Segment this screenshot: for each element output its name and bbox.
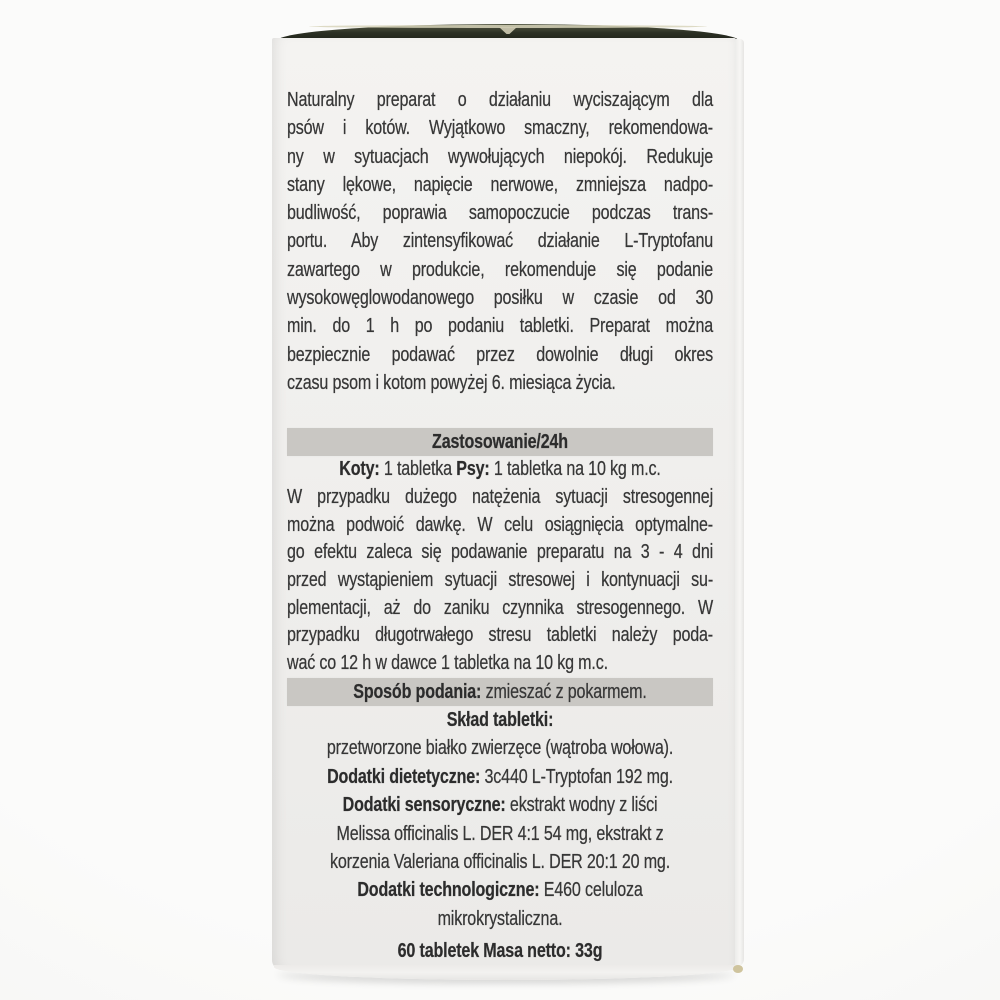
net-contents-line <box>287 937 713 965</box>
cats-dose-label: Koty: <box>339 458 380 481</box>
box-flap-notch <box>499 27 517 34</box>
text-line: ny w sytuacjach wywołujących niepokój. Redukuje <box>287 145 714 168</box>
technological-additives-value: E460 celuloza <box>543 879 643 902</box>
description-paragraph <box>287 86 713 397</box>
text-line: portu. Aby zintensyfikować działanie L-Tryptofanu <box>287 230 714 253</box>
composition-section <box>287 706 713 965</box>
usage-paragraph <box>287 484 713 678</box>
cats-dose-value: 1 tabletka <box>383 458 452 481</box>
text-line: przypadku długotrwałego stresu tabletki należy poda- <box>287 624 714 647</box>
text-line: min. do 1 h po podaniu tabletki. Preparat można <box>287 315 714 338</box>
administration-value: zmieszać z pokarmem. <box>485 680 647 703</box>
sensory-additives-line3: korzenia Valeriana officinalis L. DER 20:1 20 mg. <box>329 850 671 873</box>
dogs-dose-value: 1 tabletka na 10 kg m.c. <box>493 458 661 481</box>
text-line: budliwość, poprawia samopoczucie podczas trans- <box>287 202 714 225</box>
text-line: można podwoić dawkę. W celu osiągnięcia optymalne- <box>287 513 714 536</box>
text-line: zawartego w produkcie, rekomenduje się podanie <box>287 258 714 281</box>
usage-section-header <box>287 428 713 456</box>
text-line: bezpiecznie podawać przez dowolnie długi okres <box>287 343 714 366</box>
text-line: czasu psom i kotom powyżej 6. miesiąca życia. <box>287 371 616 394</box>
dietetic-additives-line <box>287 763 713 791</box>
tablet-count: 60 tabletek <box>397 940 479 963</box>
composition-base-ingredient: przetworzone białko zwierzęce (wątroba wołowa). <box>326 737 674 760</box>
net-mass: Masa netto: 33g <box>483 940 603 963</box>
dietetic-additives-label: Dodatki dietetyczne: <box>327 765 481 788</box>
text-line: przed wystąpieniem sytuacji stresowej i kontynuacji su- <box>287 569 714 592</box>
sensory-additives-line2: Melissa officinalis L. DER 4:1 54 mg, ekstrakt z <box>336 822 664 845</box>
text-line: W przypadku dużego natężenia sytuacji stresogennej <box>287 485 714 508</box>
text-line: psów i kotów. Wyjątkowo smaczny, rekomendowa- <box>287 117 714 140</box>
text-line: wysokowęglowodanowego posiłku w czasie od 30 <box>287 287 714 310</box>
box-bottom-fold <box>274 965 738 980</box>
dosage-line <box>287 456 713 484</box>
technological-additives-label: Dodatki technologiczne: <box>357 879 540 902</box>
text-line: Naturalny preparat o działaniu wyciszającym dla <box>287 89 714 111</box>
sensory-additives-line <box>287 791 713 819</box>
sensory-additives-label: Dodatki sensoryczne: <box>342 794 506 817</box>
label-panel <box>287 86 713 965</box>
usage-header-label: Zastosowanie/24h <box>432 431 568 454</box>
administration-label: Sposób podania: <box>353 680 482 703</box>
dietetic-additives-value: 3c440 L-Tryptofan 192 mg. <box>484 765 673 788</box>
text-line: go efektu zaleca się podawanie preparatu na 3 - 4 dni <box>287 541 714 564</box>
text-line: wać co 12 h w dawce 1 tabletka na 10 kg m.c. <box>287 652 608 675</box>
technological-additives-line2: mikrokrystaliczna. <box>437 907 563 930</box>
text-line: stany lękowe, napięcie nerwowe, zmniejsza nadpo- <box>287 173 714 196</box>
sensory-additives-value: ekstrakt wodny z liści <box>509 794 658 817</box>
text-line: plementacji, aż do zaniku czynnika stresogennego. W <box>287 596 714 619</box>
dogs-dose-label: Psy: <box>456 458 490 481</box>
technological-additives-line <box>287 876 713 904</box>
box-corner-tape <box>733 965 743 973</box>
composition-header: Skład tabletki: <box>446 708 554 731</box>
box-right-side <box>735 39 744 967</box>
administration-bar <box>287 678 713 706</box>
